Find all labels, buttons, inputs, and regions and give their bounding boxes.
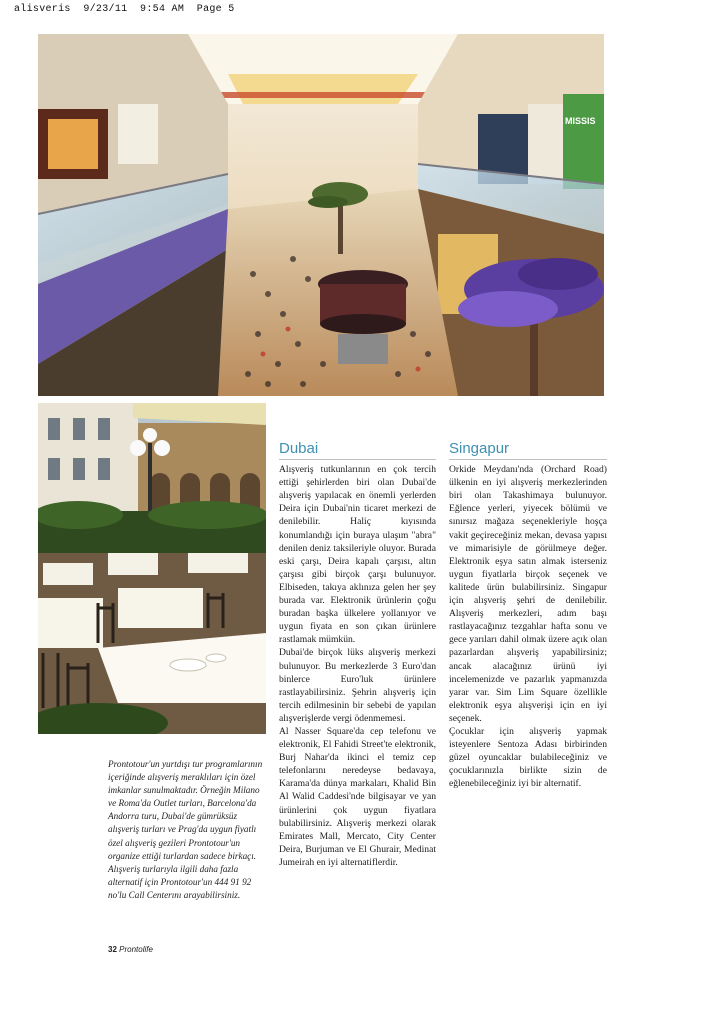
section-heading-singapur: Singapur <box>449 442 607 460</box>
slug-date: 9/23/11 <box>83 4 128 15</box>
page-folio <box>108 945 153 954</box>
prontotour-caption <box>108 758 268 902</box>
article-column-singapur <box>449 442 607 790</box>
shop-sign-missis: MISSIS <box>565 116 596 126</box>
dubai-paragraph: Alışveriş tutkunlarının en çok tercih ettiği şehirlerden biri olan Dubai'de alışveriş yapılacak en önemli yerlerden Deira için Dubai'nin ticaret merkezi de denilebilir. Haliç kıyısında konumlandığı için buraya ulaşım "abra" denilen deniz taksileriyle oluyor. Burada eski çarşı, Deira kapalı çarşısı, altın çarşısı gibi birçok çarşı bulunuyor. Elbiseden, takıya aklınıza gelen her şey burada var. Elektronik ürünlerin çoğu buradan başka ülkelere yollanıyor ve uygun fiyata en son çıkan ürünlere rastlamak mümkün. <box>279 464 436 646</box>
singapur-paragraph: Orkide Meydanı'nda (Orchard Road) ülkenin en iyi alışveriş merkezlerinden biri olan Takashimaya bulunuyor. Eğlence yerleri, yiyecek bölümü ve sınırsız mağaza seçenekleriyle hoşça vakit geçireceğiniz mekan, devasa yapısı ve mimarisiyle de görülmeye değer. Elektronik eşya satın almak isterseniz uygun fiyatlarla birçok seçenek ve kalitede ürün bulabilirsiniz. Singapur için alışveriş şehri de denilebilir. Alışveriş merkezleri, adım başı rastlayacağınız tezgahlar hafta sonu ve gece yarıları dahil olmak üzere açık olan pazarlardan alışveriş yapabilirsiniz; ancak alacağınız ürünü iyi incelemenizde ve pazarlık yapmanızda yarar var. Sim Lim Square özellikle elektronik eşya alışverişi için en iyi seçenek. <box>449 464 607 724</box>
slug-filename: alisveris <box>14 4 71 15</box>
outdoor-cafe-illustration <box>38 403 266 734</box>
article-column-dubai <box>279 442 436 869</box>
outdoor-cafe-photo <box>38 403 266 734</box>
section-heading-dubai: Dubai <box>279 442 436 460</box>
print-slug-line <box>14 4 235 15</box>
dubai-paragraph: Dubai'de birçok lüks alışveriş merkezi bulunuyor. Bu merkezlerde 3 Euro'dan binlerce Euro'luk ürünlere rastlayabilirsiniz. Şehrin alışveriş için tercih edilmesinin bir sebebi de yapılan alışverişlerde vergi ödenmemesi. <box>279 647 436 724</box>
magazine-brand: Prontolife <box>119 945 153 954</box>
page-number: 32 <box>108 945 117 954</box>
dubai-paragraph: Al Nasser Square'da cep telefonu ve elektronik, El Fahidi Street'te elektronik, Burj Nahar'da ikinci el temiz cep telefonlarını neredeyse bedavaya, Karama'da dünya markaları, Khalid Bin Al Walid Caddesi'nde bilgisayar ve yan ürünlerini çok uygun fiyatlara bulabilirsiniz. Alışveriş merkezi olarak Emirates Mall, Mercato, City Center Deira, Burjuman ve El Ghurair, Medinat Jumeirah en iyi alternatiflerdir. <box>279 725 436 868</box>
slug-page: Page 5 <box>196 4 235 15</box>
mall-atrium-photo <box>38 34 604 396</box>
slug-time: 9:54 AM <box>140 4 185 15</box>
mall-atrium-illustration <box>38 34 604 396</box>
caption-text: Prontotour'un yurtdışı tur programlarının içeriğinde alışveriş meraklıları için özel imkanlar sunulmaktadır. Örneğin Milano ve Roma'da Outlet turları, Barcelona'da Andorra turu, Dubai'de gümrüksüz alışveriş turları ve Prag'da uygun fiyatlı özel alışveriş gezileri Prontotour'un organize ettiği turlardan sadece birkaçı. Alışveriş turlarıyla ilgili daha fazla alternatif için Prontotour'un 444 91 92 no'lu Call Centerını arayabilirsiniz. <box>108 759 263 900</box>
singapur-paragraph: Çocuklar için alışveriş yapmak isteyenlere Sentoza Adası birbirinden güzel oyuncaklar bulabileceğiniz ve çocuklarınızla birlikte sizin de eğlenebileceğiniz iyi bir alternatif. <box>449 725 607 790</box>
